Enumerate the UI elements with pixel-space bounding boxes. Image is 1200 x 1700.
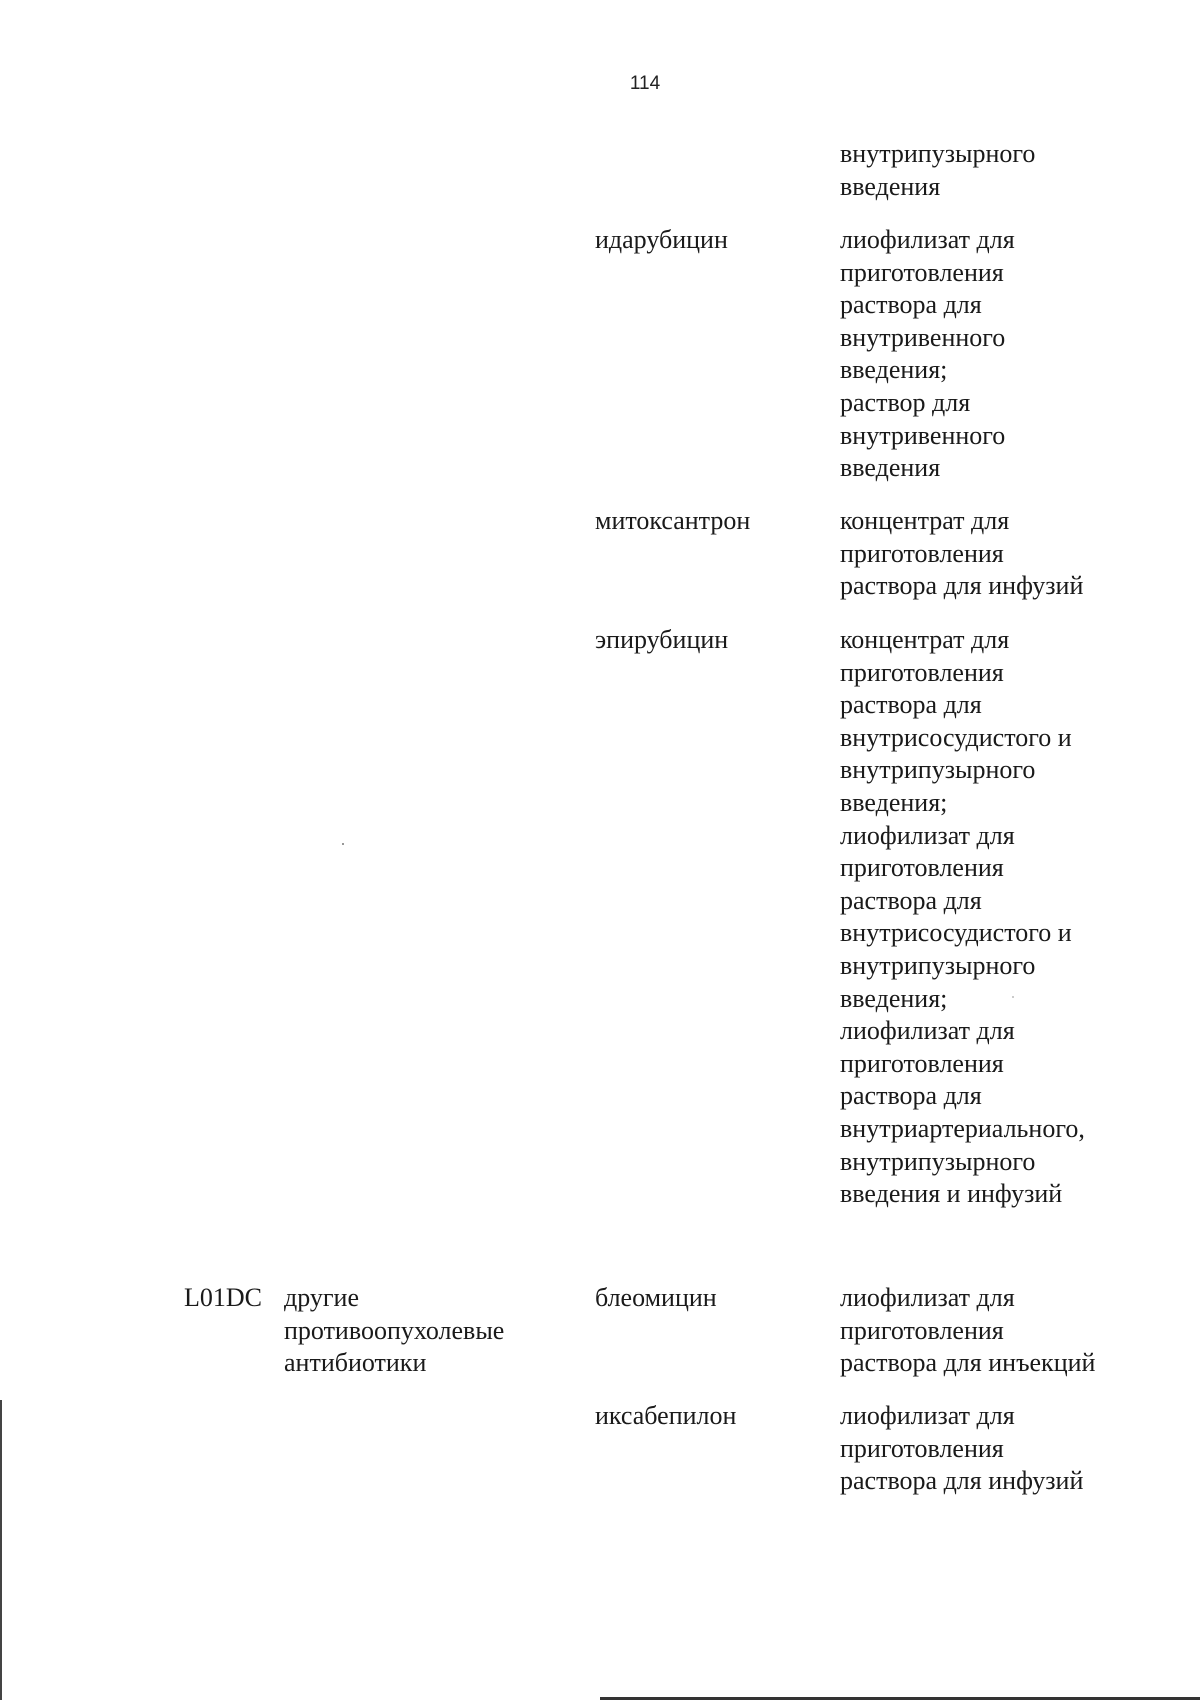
drug-name-bleomycin: блеомицин [595,1283,717,1312]
form-line: внутрипузырного [840,950,1036,980]
drug-name-epirubicin: эпирубицин [595,625,729,654]
form-line: лиофилизат для [840,820,1015,850]
form-line: внутриартериального, [840,1113,1085,1143]
form-line: внутрипузырного [840,1146,1036,1176]
group-title-line: другие [284,1283,360,1312]
form-line: лиофилизат для [840,1283,1015,1312]
scan-speck [342,843,344,845]
dosage-form-bleomycin [840,1282,1095,1380]
form-line: внутрипузырного [840,755,1036,785]
form-line: концентрат для [840,625,1010,654]
form-line: введения [840,171,941,201]
form-line: раствора для инфузий [840,571,1084,601]
form-line: приготовления [840,657,1004,687]
scan-left-edge [0,1400,2,1700]
form-line: раствора для [840,690,982,720]
form-line: внутрисосудистого и [840,918,1072,948]
form-line: приготовления [840,538,1004,568]
form-line: раствора для инъекций [840,1348,1096,1378]
atc-code: L01DC [184,1283,262,1312]
drug-name-mitoxantrone: митоксантрон [595,506,751,535]
dosage-form-idarubicin [840,224,1015,485]
atc-group-title [284,1282,504,1380]
form-line: раствора для [840,1081,982,1111]
form-line: приготовления [840,853,1004,883]
dosage-form-mitoxantrone [840,505,1083,603]
drug-name-ixabepilone: иксабепилон [595,1401,737,1430]
form-line: концентрат для [840,506,1010,535]
form-line: внутрипузырного [840,139,1036,168]
form-line: лиофилизат для [840,1401,1015,1430]
form-line: внутрисосудистого и [840,722,1072,752]
group-title-line: противоопухолевые [284,1315,505,1345]
form-line: лиофилизат для [840,225,1015,254]
form-line: раствор для [840,387,971,417]
form-line: введения; [840,983,948,1013]
form-line: введения; [840,355,948,385]
form-line: приготовления [840,1315,1004,1345]
form-line: приготовления [840,257,1004,287]
scan-speck [1012,996,1014,998]
form-line: введения; [840,787,948,817]
form-line: раствора для [840,885,982,915]
form-line: раствора для [840,290,982,320]
form-line: введения [840,453,941,483]
dosage-form-ixabepilone [840,1400,1083,1498]
form-line: введения и инфузий [840,1179,1063,1209]
form-line: раствора для инфузий [840,1466,1084,1496]
form-line: внутривенного [840,322,1006,352]
continued-dosage-form [840,138,1035,203]
group-title-line: антибиотики [284,1348,427,1378]
dosage-form-epirubicin [840,624,1085,1211]
form-line: внутривенного [840,420,1006,450]
form-line: приготовления [840,1433,1004,1463]
form-line: лиофилизат для [840,1016,1015,1046]
drug-name-idarubicin: идарубицин [595,225,728,254]
form-line: приготовления [840,1048,1004,1078]
page-number: 114 [629,73,661,94]
